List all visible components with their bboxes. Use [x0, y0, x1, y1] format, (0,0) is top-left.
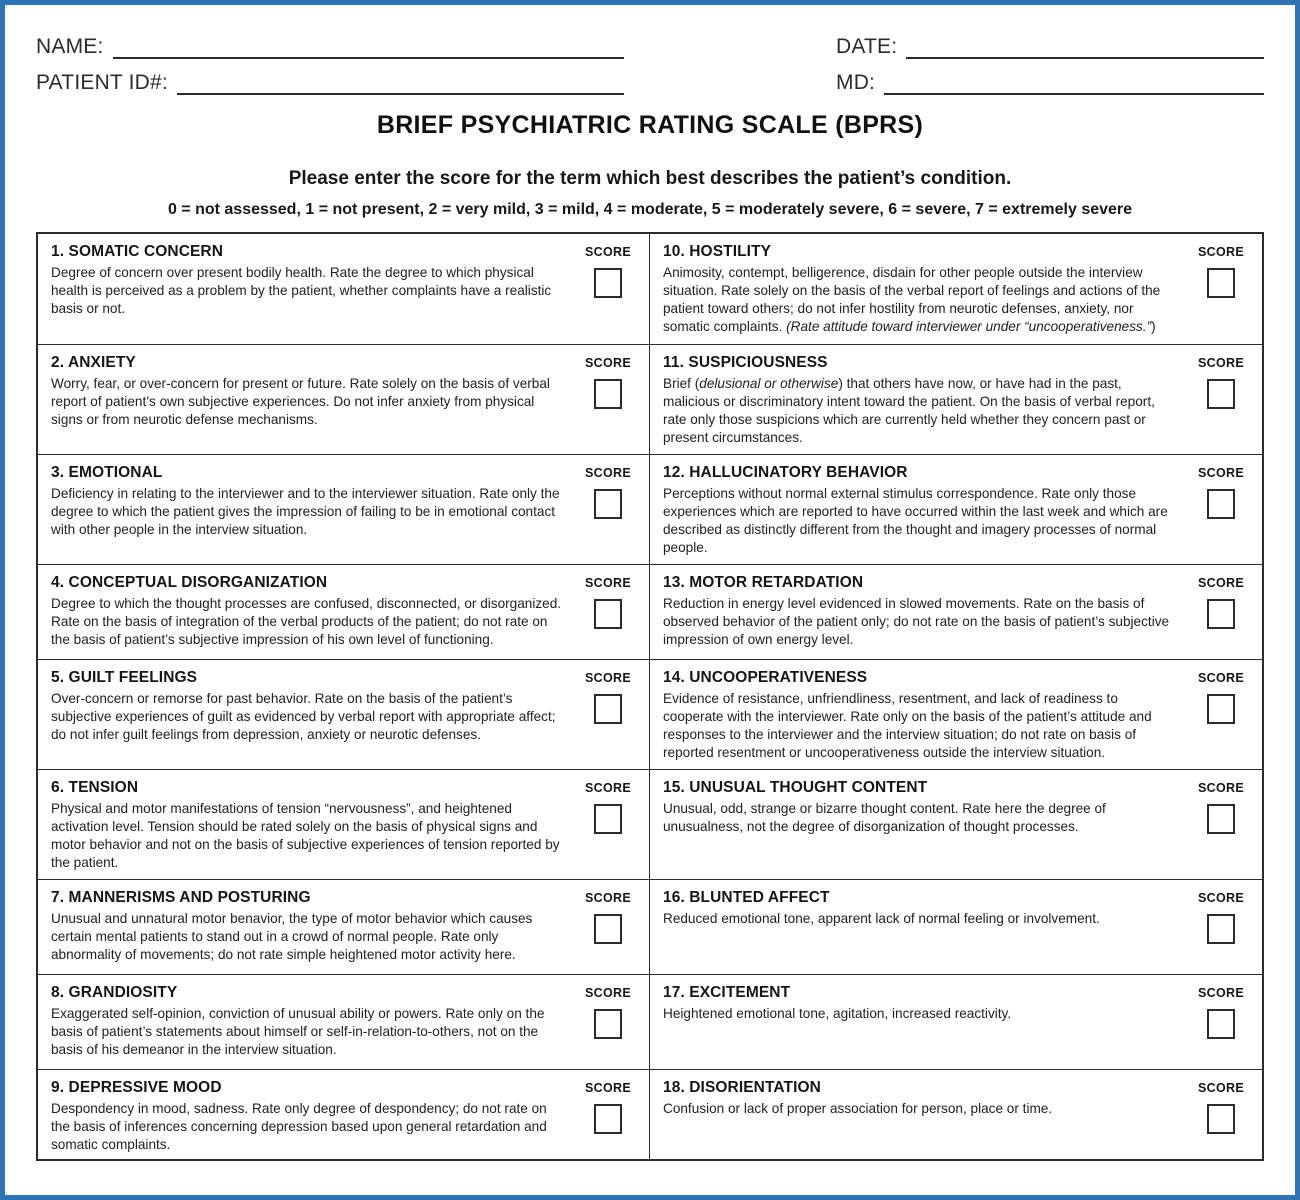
score-input-box[interactable]	[1207, 1009, 1235, 1039]
score-column	[1190, 889, 1252, 974]
score-input-box[interactable]	[594, 379, 622, 409]
item-heading: 5. GUILT FEELINGS	[51, 669, 198, 686]
form-subtitle: Please enter the score for the term which best describes the patient’s condition.	[288, 168, 1012, 189]
score-label: SCORE	[1198, 781, 1244, 795]
item-heading: 12. HALLUCINATORY BEHAVIOR	[663, 464, 908, 481]
item-cell-2	[38, 344, 650, 454]
item-description: Worry, fear, or over-concern for present or future. Rate solely on the basis of verbal report of patient’s own subjective experiences. Do not infer anxiety from physical signs or from neurotic defense mechanisms.	[51, 376, 550, 427]
score-column	[1190, 354, 1252, 454]
item-cell-17	[650, 974, 1262, 1069]
item-heading: 1. SOMATIC CONCERN	[51, 243, 224, 260]
item-heading: 11. SUSPICIOUSNESS	[663, 354, 828, 371]
md-field-row	[836, 61, 1264, 95]
item-description: Reduction in energy level evidenced in slowed movements. Rate on the basis of observed behavior of the patient only; do not rate on the basis of patient’s subjective impression of own energy level.	[663, 596, 1170, 647]
item-heading: 4. CONCEPTUAL DISORGANIZATION	[51, 574, 328, 591]
item-cell-11	[650, 344, 1262, 454]
item-description: Degree of concern over present bodily health. Rate the degree to which physical health is perceived as a problem by the patient, whether complaints have a realistic basis or not.	[51, 265, 552, 316]
score-column	[577, 464, 639, 564]
score-input-box[interactable]	[594, 1009, 622, 1039]
item-description: Heightened emotional tone, agitation, increased reactivity.	[663, 1006, 1012, 1021]
score-column	[577, 1079, 639, 1159]
item-cell-3	[38, 454, 650, 564]
date-label: DATE:	[836, 35, 898, 58]
name-field-row	[36, 25, 624, 59]
items-grid	[36, 232, 1264, 1161]
score-input-box[interactable]	[1207, 694, 1235, 724]
score-column	[1190, 1079, 1252, 1159]
item-description: Physical and motor manifestations of tension “nervousness”, and heightened activation level. Tension should be rated solely on the basis of physical signs and motor behavior and not on the basis of subjective experiences of tension reported by the patient.	[51, 801, 560, 870]
date-input-line[interactable]	[906, 33, 1264, 59]
score-label: SCORE	[585, 781, 631, 795]
item-heading: 13. MOTOR RETARDATION	[663, 574, 864, 591]
item-cell-15	[650, 769, 1262, 879]
score-column	[1190, 779, 1252, 879]
score-label: SCORE	[1198, 1081, 1244, 1095]
header-left-column	[36, 25, 624, 97]
score-label: SCORE	[1198, 356, 1244, 370]
score-label: SCORE	[1198, 466, 1244, 480]
item-cell-12	[650, 454, 1262, 564]
item-content	[51, 984, 577, 1069]
score-input-box[interactable]	[1207, 804, 1235, 834]
item-content	[663, 243, 1190, 344]
item-heading: 9. DEPRESSIVE MOOD	[51, 1079, 222, 1096]
item-heading: 2. ANXIETY	[51, 354, 136, 371]
score-label: SCORE	[585, 466, 631, 480]
item-cell-5	[38, 659, 650, 769]
item-description: Over-concern or remorse for past behavior. Rate on the basis of the patient’s subjective experiences of guilt as evidenced by verbal report with appropriate affect; do not infer guilt feelings from depression, anxiety or neurotic defenses.	[51, 691, 556, 742]
score-input-box[interactable]	[594, 694, 622, 724]
item-heading: 16. BLUNTED AFFECT	[663, 889, 830, 906]
score-input-box[interactable]	[1207, 489, 1235, 519]
md-label: MD:	[836, 71, 876, 94]
score-label: SCORE	[1198, 671, 1244, 685]
item-description: Despondency in mood, sadness. Rate only degree of despondency; do not rate on the basis of inferences concerning depression based upon general retardation and somatic complaints.	[51, 1101, 547, 1152]
item-description: Confusion or lack of proper association for person, place or time.	[663, 1101, 1053, 1116]
item-cell-10	[650, 234, 1262, 344]
item-heading: 8. GRANDIOSITY	[51, 984, 178, 1001]
score-label: SCORE	[585, 671, 631, 685]
item-content	[663, 779, 1190, 879]
score-input-box[interactable]	[1207, 268, 1235, 298]
score-input-box[interactable]	[594, 599, 622, 629]
item-cell-6	[38, 769, 650, 879]
item-content	[51, 464, 577, 564]
score-column	[577, 669, 639, 769]
item-description: Exaggerated self-opinion, conviction of unusual ability or powers. Rate only on the basis of patient’s statements about himself or self-in-relation-to-others, not on the basis of his demeanor in the interview situation.	[51, 1006, 545, 1057]
item-heading: 3. EMOTIONAL	[51, 464, 163, 481]
item-content	[51, 243, 577, 344]
item-cell-13	[650, 564, 1262, 659]
score-column	[577, 574, 639, 659]
score-label: SCORE	[585, 1081, 631, 1095]
patient-id-field-row	[36, 61, 624, 95]
item-description: Evidence of resistance, unfriendliness, resentment, and lack of readiness to cooperate with the interviewer. Rate only on the basis of the patient’s attitude and responses to the interviewer and the interview situation; do not rate on basis of reported resentment or uncooperativeness outside the interview situation.	[663, 691, 1152, 760]
item-description: Perceptions without normal external stimulus correspondence. Rate only those experiences which are reported to have occurred within the last week and which are described as distinctly different from the thought and imagery processes of normal people.	[663, 486, 1168, 555]
name-input-line[interactable]	[113, 33, 624, 59]
score-label: SCORE	[1198, 576, 1244, 590]
item-content	[51, 1079, 577, 1159]
score-input-box[interactable]	[594, 1104, 622, 1134]
item-cell-1	[38, 234, 650, 344]
score-column	[577, 243, 639, 344]
patient-id-input-line[interactable]	[177, 69, 624, 95]
score-column	[577, 889, 639, 974]
score-input-box[interactable]	[594, 489, 622, 519]
item-cell-8	[38, 974, 650, 1069]
item-heading: 14. UNCOOPERATIVENESS	[663, 669, 868, 686]
item-description: Reduced emotional tone, apparent lack of normal feeling or involvement.	[663, 911, 1100, 926]
score-column	[1190, 574, 1252, 659]
item-content	[663, 984, 1190, 1069]
item-cell-14	[650, 659, 1262, 769]
score-label: SCORE	[585, 576, 631, 590]
item-cell-4	[38, 564, 650, 659]
item-content	[663, 354, 1190, 454]
item-content	[51, 889, 577, 974]
item-heading: 15. UNUSUAL THOUGHT CONTENT	[663, 779, 928, 796]
item-content	[51, 574, 577, 659]
score-column	[1190, 984, 1252, 1069]
item-cell-9	[38, 1069, 650, 1159]
item-content	[663, 1079, 1190, 1159]
item-heading: 18. DISORIENTATION	[663, 1079, 821, 1096]
item-cell-18	[650, 1069, 1262, 1159]
score-label: SCORE	[1198, 891, 1244, 905]
score-input-box[interactable]	[594, 914, 622, 944]
item-content	[51, 779, 577, 879]
score-input-box[interactable]	[594, 804, 622, 834]
score-label: SCORE	[585, 356, 631, 370]
item-content	[663, 889, 1190, 974]
item-description: Animosity, contempt, belligerence, disdain for other people outside the interview situation. Rate solely on the basis of the verbal report of feelings and actions of the patient toward others; do not infer hostility from neurotic defenses, anxiety, nor somatic complaints. (Rate attitude toward interviewer under “uncooperativeness.”)	[663, 265, 1161, 334]
score-input-box[interactable]	[1207, 914, 1235, 944]
score-column	[1190, 243, 1252, 344]
score-label: SCORE	[585, 891, 631, 905]
score-input-box[interactable]	[1207, 379, 1235, 409]
item-description: Brief (delusional or otherwise) that others have now, or have had in the past, malicious or discriminatory intent toward the patient. On the basis of verbal report, rate only those suspicions which are currently held whether they concern past or present circumstances.	[663, 376, 1155, 445]
score-label: SCORE	[585, 986, 631, 1000]
score-column	[1190, 669, 1252, 769]
score-column	[577, 779, 639, 879]
item-content	[663, 669, 1190, 769]
score-column	[1190, 464, 1252, 564]
header-fields	[36, 25, 1264, 97]
item-description: Unusual, odd, strange or bizarre thought content. Rate here the degree of unusualness, not the degree of disorganization of thought processes.	[663, 801, 1106, 834]
date-field-row	[836, 25, 1264, 59]
score-column	[577, 984, 639, 1069]
item-cell-7	[38, 879, 650, 974]
item-description: Deficiency in relating to the interviewer and to the interviewer situation. Rate only the degree to which the patient gives the impression of failing to be in emotional contact with other people in the interview situation.	[51, 486, 560, 537]
item-content	[51, 669, 577, 769]
rating-scale-legend: 0 = not assessed, 1 = not present, 2 = very mild, 3 = mild, 4 = moderate, 5 = moderately severe, 6 = severe, 7 = extremely severe	[167, 201, 1133, 218]
form-title: BRIEF PSYCHIATRIC RATING SCALE (BPRS)	[376, 111, 924, 139]
item-heading: 10. HOSTILITY	[663, 243, 772, 260]
item-heading: 7. MANNERISMS AND POSTURING	[51, 889, 311, 906]
item-description: Unusual and unnatural motor benavior, the type of motor behavior which causes certain mental patients to stand out in a crowd of normal people. Rate only abnormality of movements; do not rate simple heightened motor activity here.	[51, 911, 533, 962]
md-input-line[interactable]	[884, 69, 1264, 95]
name-label: NAME:	[36, 35, 104, 58]
score-input-box[interactable]	[1207, 1104, 1235, 1134]
item-description: Degree to which the thought processes are confused, disconnected, or disorganized. Rate on the basis of integration of the verbal products of the patient; do not rate on the basis of patient’s subjective impression of his own level of functioning.	[51, 596, 562, 647]
item-heading: 17. EXCITEMENT	[663, 984, 791, 1001]
header-right-column	[836, 25, 1264, 97]
item-content	[663, 464, 1190, 564]
score-input-box[interactable]	[1207, 599, 1235, 629]
item-content	[51, 354, 577, 454]
score-input-box[interactable]	[594, 268, 622, 298]
item-cell-16	[650, 879, 1262, 974]
score-label: SCORE	[585, 245, 631, 259]
score-label: SCORE	[1198, 986, 1244, 1000]
item-heading: 6. TENSION	[51, 779, 139, 796]
score-label: SCORE	[1198, 245, 1244, 259]
item-content	[663, 574, 1190, 659]
score-column	[577, 354, 639, 454]
patient-id-label: PATIENT ID#:	[36, 71, 168, 94]
